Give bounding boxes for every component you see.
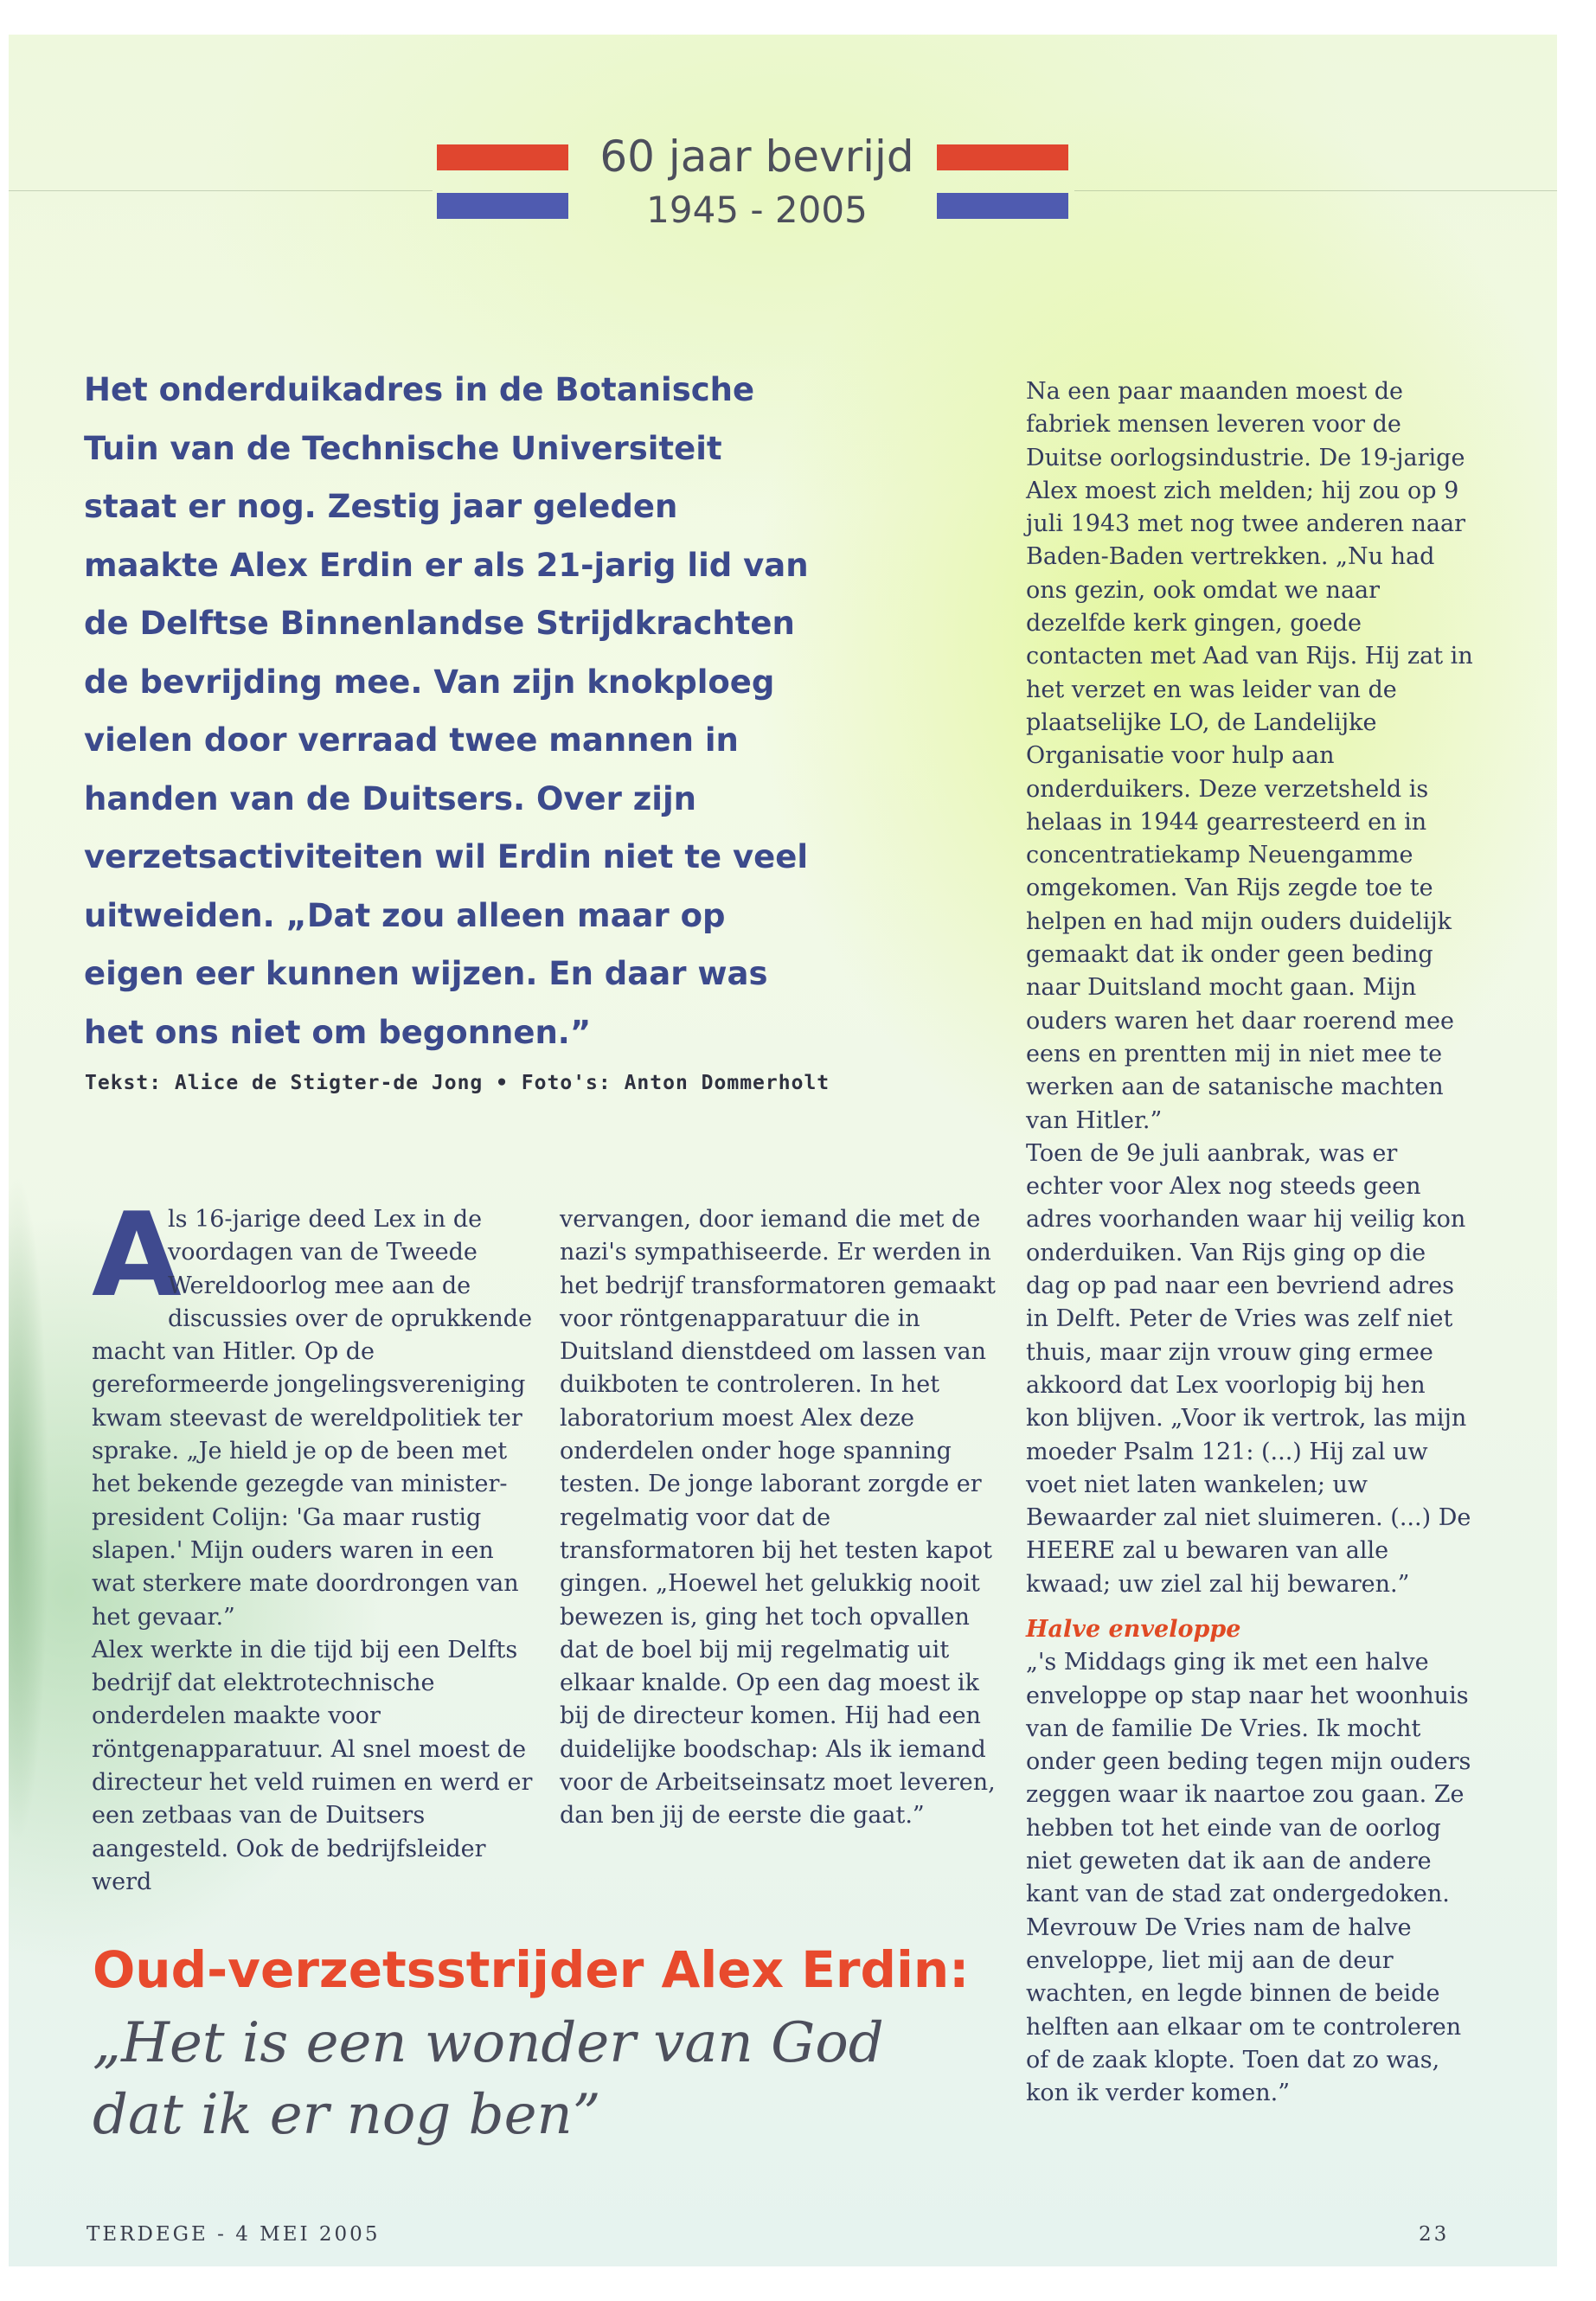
body-text-col3: Na een paar maanden moest de fabriek mensen leveren voor de Duitse oorlogsindustrie. De 19-jarige Alex moest zich melden; hij zou op 9 juli 1943 met nog twee anderen naar Baden-Baden vertrekken. „Nu had ons gezin, ook omdat we naar dezelfde kerk gingen, goede contacten met Aad van Rijs. Hij zat in het verzet en was leider van de plaatselijke LO, de Landelijke Organisatie voor hulp aan onderduikers. Deze verzetsheld is helaas in 1944 gearresteerd en in concentratiekamp Neuengamme omgekomen. Van Rijs zegde toe te helpen en had mijn ouders duidelijk gemaakt dat ik onder geen beding naar Duitsland mocht gaan. Mijn ouders waren het daar roerend mee eens en prentten mij in niet mee te werken aan de satanische machten van Hitler.” Toen de 9e juli aanbrak, was er echter voor Alex nog steeds geen adres voorhanden waar hij veilig kon onderduiken. Van Rijs ging op die dag op pad naar een bevriend adres in Delft. Peter de Vries was zelf niet thuis, maar zijn vrouw ging ermee akkoord dat Lex voorlopig bij hen kon blijven. „Voor ik vertrok, las mijn moeder Psalm 121: (...) Hij zal uw voet niet laten wankelen; uw Bewaarder zal niet sluimeren. (...) De HEERE zal u bewaren van alle kwaad; uw ziel zal hij bewaren.” [1026, 378, 1473, 1598]
body-text-col2: vervangen, door iemand die met de nazi's sympathiseerde. Er werden in het bedrijf transformatoren gemaakt voor röntgenapparatuur die in Duitsland dienstdeed om lassen van duikboten te controleren. In het laboratorium moest Alex deze onderdelen onder hoge spanning testen. De jonge laborant zorgde er regelmatig voor dat de transformatoren bij het testen kapot gingen. „Hoewel het gelukkig nooit bewezen is, ging het toch opvallen dat de boel bij mij regelmatig uit elkaar knalde. Op een dag moest ik bij de directeur komen. Hij had een duidelijke boodschap: Als ik iemand voor de Arbeitseinsatz moet leveren, dan ben jij de eerste die gaat.” [560, 1206, 997, 1830]
body-text-col1: ls 16-jarige deed Lex in de voordagen van de Tweede Wereldoorlog mee aan de discussies over de oprukkende macht van Hitler. Op de gereformeerde jongelingsvereniging kwam steevast de wereldpolitiek ter sprake. „Je hield je op de been met het bekende gezegde van minister-president Colijn: 'Ga maar rustig slapen.' Mijn ouders waren in een wat sterkere mate doordrongen van het gevaar.” Alex werkte in die tijd bij een Delfts bedrijf dat elektrotechnische onderdelen maakte voor röntgenapparatuur. Al snel moest de directeur het veld ruimen en werd er een zetbaas van de Duitsers aangesteld. Ook de bedrijfsleider werd [92, 1206, 533, 1895]
credits-line: Tekst: Alice de Stigter-de Jong • Foto's: Anton Dommerholt [85, 1072, 830, 1094]
drop-cap: A [92, 1188, 182, 1323]
headline-quote-line1: „Het is een wonder van God [93, 2011, 884, 2075]
intro-paragraph: Het onderduikadres in de Botanische Tuin van de Technische Universiteit staat er nog. Zestig jaar geleden maakte Alex Erdin er als 21-jarig lid van de Delftse Binnenlandse Strijdkrachten de bevrijding mee. Van zijn knokploeg vielen door verraad twee mannen in handen van de Duitsers. Over zijn verzetsactiviteiten wil Erdin niet te veel uitweiden. „Dat zou alleen maar op eigen eer kunnen wijzen. En daar was het ons niet om begonnen.” [84, 371, 809, 1051]
header-title: 60 jaar bevrijd [599, 131, 914, 182]
subheading: Halve enveloppe [1026, 1615, 1241, 1643]
headline-quote-line2: dat ik er nog ben” [93, 2083, 601, 2147]
paper-background [9, 35, 1557, 2266]
header-years: 1945 - 2005 [646, 189, 868, 231]
dutch-flag-right [937, 144, 1068, 219]
footer-publication: TERDEGE - 4 MEI 2005 [87, 2223, 381, 2246]
body-text-col3-continued: „'s Middags ging ik met een halve enveloppe op stap naar het woonhuis van de familie De Vries. Ik mocht onder geen beding tegen mijn ouders zeggen waar ik naartoe zou gaan. Ze hebben tot het einde van de oorlog niet geweten dat ik aan de andere kant van de stad zat ondergedoken. Mevrouw De Vries nam de halve enveloppe, liet mij aan de deur wachten, en legde binnen de beide helften aan elkaar om te controleren of de zaak klopte. Toen dat zo was, kon ik verder komen.” [1026, 1649, 1471, 2107]
header-rule-right [1074, 190, 1557, 191]
dutch-flag-left [437, 144, 568, 219]
header-rule-left [9, 190, 433, 191]
plant-photo-fringe [9, 1099, 69, 1920]
body-column-2 [560, 1203, 1005, 1833]
headline-name: Oud-verzetsstrijder Alex Erdin: [93, 1940, 970, 1999]
footer-page-number: 23 [1419, 2223, 1450, 2246]
body-column-3 [1026, 375, 1476, 2110]
body-column-1 [92, 1188, 542, 1899]
